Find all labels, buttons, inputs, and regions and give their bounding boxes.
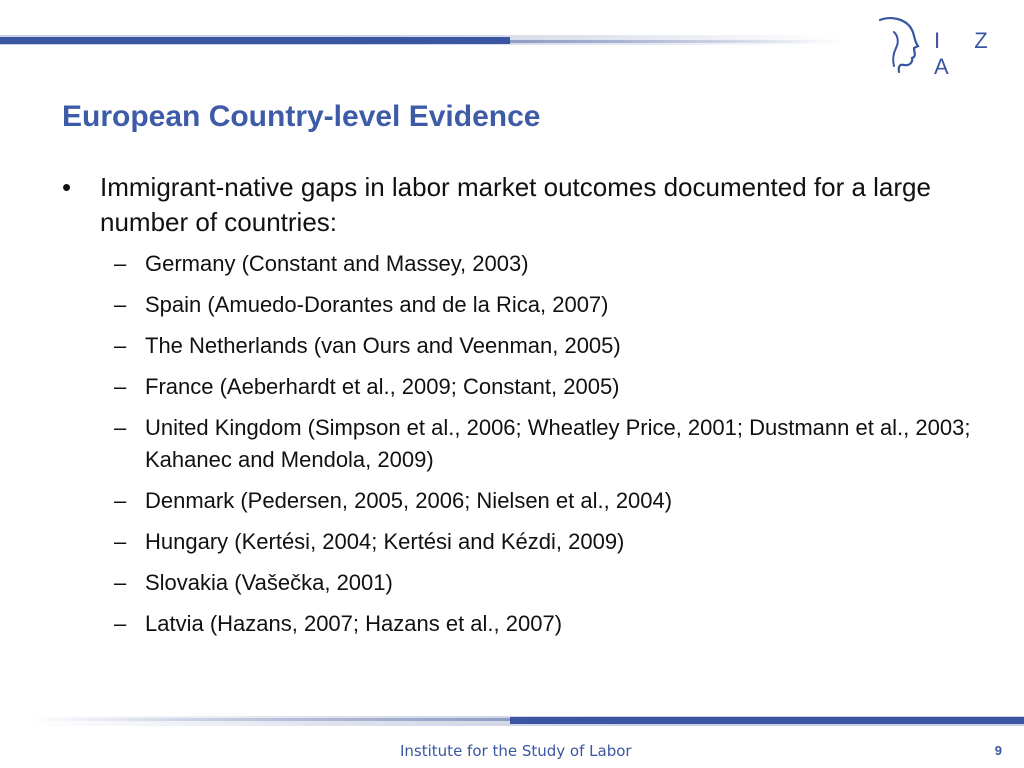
sub-bullet-dash: –: [114, 251, 127, 276]
sub-bullet-dash: –: [114, 374, 127, 399]
sub-bullet-text: Germany (Constant and Massey, 2003): [145, 251, 529, 276]
sub-bullet-text: Latvia (Hazans, 2007; Hazans et al., 2007): [145, 611, 563, 636]
sub-bullet-dash: –: [114, 611, 127, 636]
logo-text: I Z A: [934, 28, 1002, 79]
iza-logo: [872, 14, 1012, 78]
sub-bullet-dash: –: [114, 529, 127, 554]
head-profile-icon: [872, 14, 928, 78]
sub-bullet-denmark: [62, 485, 982, 517]
bullet-item: [62, 170, 982, 240]
header-decorative-bar: [0, 35, 840, 45]
sub-bullet-france: [62, 371, 982, 403]
sub-bullet-text: The Netherlands (van Ours and Veenman, 2005): [145, 333, 621, 358]
page-number: 9: [994, 743, 1002, 758]
footer-decorative-bar: [30, 716, 1024, 726]
sub-bullet-dash: –: [114, 333, 127, 358]
sub-bullet-dash: –: [114, 292, 127, 317]
sub-bullet-latvia: [62, 608, 982, 640]
slide-content: [62, 170, 982, 649]
bullet-mark: •: [62, 172, 72, 202]
slide-title: European Country-level Evidence: [62, 100, 541, 133]
sub-bullet-text: Hungary (Kertési, 2004; Kertési and Kézdi, 2009): [145, 529, 625, 554]
sub-bullet-text: Denmark (Pedersen, 2005, 2006; Nielsen et al., 2004): [145, 488, 673, 513]
sub-bullet-slovakia: [62, 567, 982, 599]
sub-bullet-united-kingdom: [62, 412, 982, 476]
sub-bullet-text: France (Aeberhardt et al., 2009; Constant, 2005): [145, 374, 620, 399]
sub-bullet-hungary: [62, 526, 982, 558]
sub-bullet-dash: –: [114, 570, 127, 595]
sub-bullet-netherlands: [62, 330, 982, 362]
sub-bullet-germany: [62, 248, 982, 280]
sub-bullet-text: Spain (Amuedo-Dorantes and de la Rica, 2007): [145, 292, 609, 317]
sub-bullet-spain: [62, 289, 982, 321]
sub-bullet-dash: –: [114, 488, 127, 513]
footer-institute-name: Institute for the Study of Labor: [400, 742, 632, 760]
bullet-text: Immigrant-native gaps in labor market outcomes documented for a large number of countries:: [100, 172, 931, 237]
sub-bullet-text: Slovakia (Vašečka, 2001): [145, 570, 393, 595]
sub-bullet-dash: –: [114, 415, 127, 440]
sub-bullet-text: United Kingdom (Simpson et al., 2006; Wheatley Price, 2001; Dustmann et al., 2003; Kahanec and Mendola, 2009): [145, 415, 971, 472]
